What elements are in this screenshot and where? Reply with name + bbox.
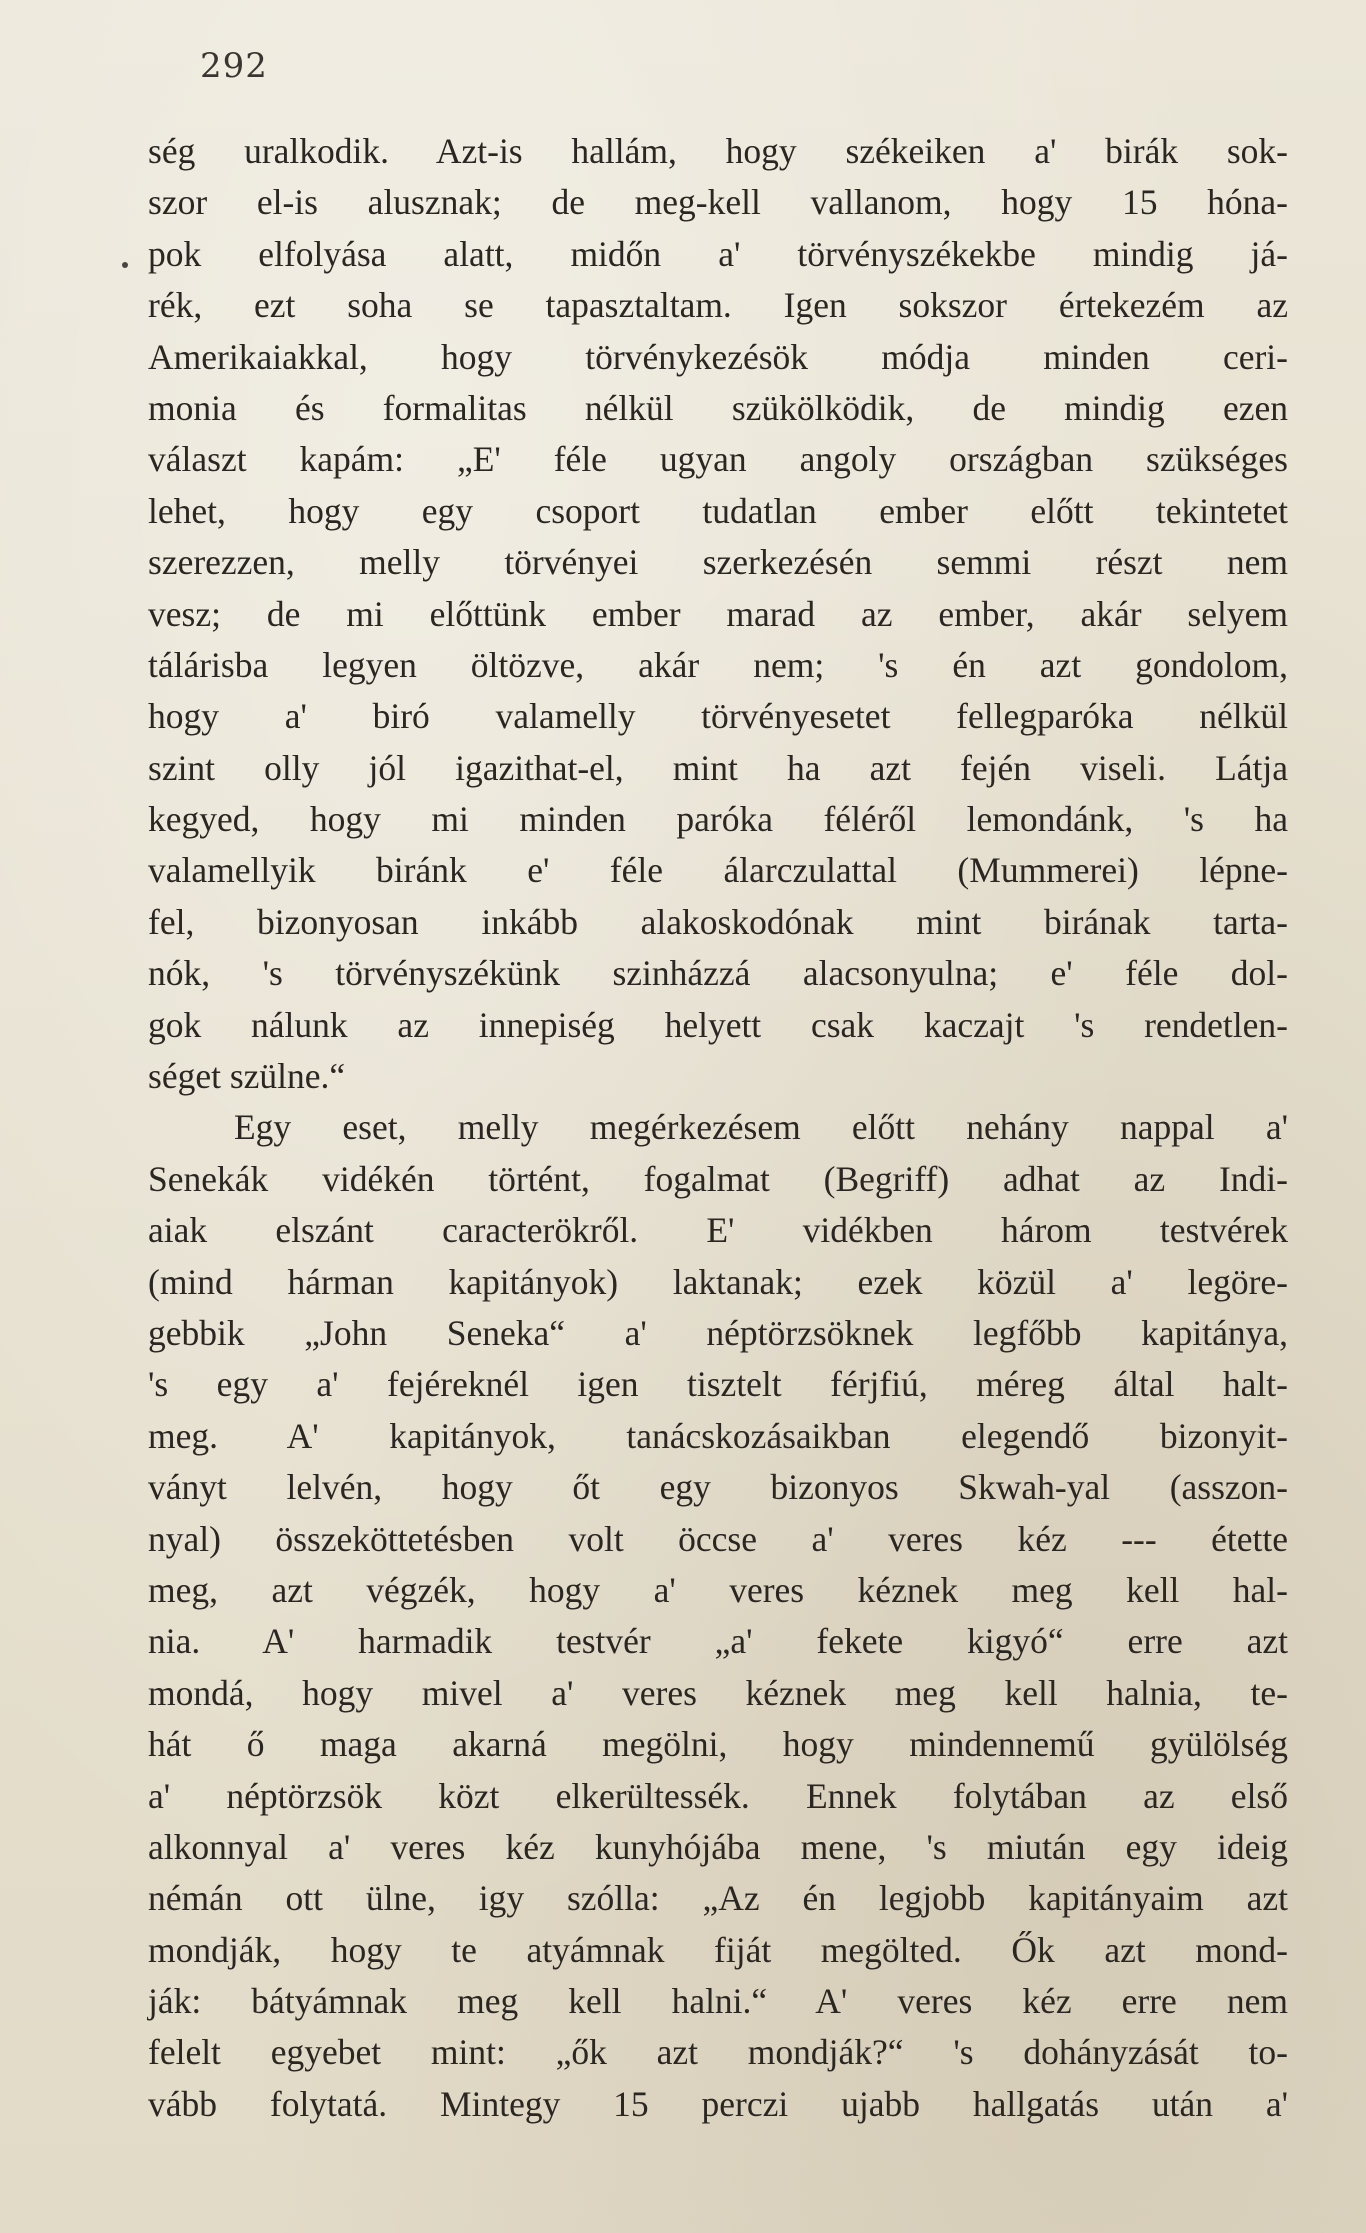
text-line: szerezzen, melly törvényei szerkezésén semmi részt nem [148, 542, 1288, 583]
text-line: hát ő maga akarná megölni, hogy mindennemű gyülölség [148, 1724, 1288, 1765]
text-line: rék, ezt soha se tapasztaltam. Igen sokszor értekezém az [148, 285, 1288, 326]
text-line: lehet, hogy egy csoport tudatlan ember előtt tekintetet [148, 490, 1288, 531]
text-line: mondják, hogy te atyámnak fiját megölted. Ők azt mond- [148, 1929, 1288, 1970]
text-line: monia és formalitas nélkül szükölködik, de mindig ezen [148, 387, 1288, 428]
page-number: 292 [200, 46, 268, 86]
text-line: szor el-is alusznak; de meg-kell vallanom, hogy 15 hóna- [148, 182, 1288, 223]
text-line: vesz; de mi előttünk ember marad az ember, akár selyem [148, 593, 1288, 634]
text-line: kegyed, hogy mi minden paróka féléről lemondánk, 's ha [148, 799, 1288, 840]
text-line: ják: bátyámnak meg kell halni.“ A' veres kéz erre nem [148, 1981, 1288, 2022]
text-line: a' néptörzsök közt elkerültessék. Ennek folytában az első [148, 1775, 1288, 1816]
text-line: 's egy a' fejéreknél igen tisztelt férjfiú, méreg által halt- [148, 1364, 1288, 1405]
text-line: vább folytatá. Mintegy 15 perczi ujabb hallgatás után a' [148, 2083, 1288, 2124]
text-line: Senekák vidékén történt, fogalmat (Begriff) adhat az Indi- [148, 1158, 1288, 1199]
text-line: nyal) összeköttetésben volt öccse a' veres kéz --- étette [148, 1518, 1288, 1559]
text-line: választ kapám: „E' féle ugyan angoly országban szükséges [148, 439, 1288, 480]
text-line: felelt egyebet mint: „ők azt mondják?“ 's dohányzását to- [148, 2032, 1288, 2073]
text-line: hogy a' biró valamelly törvényesetet fellegparóka nélkül [148, 696, 1288, 737]
paragraph-start-line: Egy eset, melly megérkezésem előtt nehány nappal a' [234, 1107, 1288, 1148]
margin-mark [122, 262, 128, 268]
paragraph-end-line: séget szülne.“ [148, 1056, 346, 1097]
text-line: némán ott ülne, igy szólla: „Az én legjobb kapitányaim azt [148, 1878, 1288, 1919]
text-line: gok nálunk az innepiség helyett csak kaczajt 's rendetlen- [148, 1004, 1288, 1045]
text-line: ványt lelvén, hogy őt egy bizonyos Skwah-yal (asszon- [148, 1467, 1288, 1508]
text-line: Amerikaiakkal, hogy törvénykezésök módja minden ceri- [148, 336, 1288, 377]
text-line: valamellyik biránk e' féle álarczulattal (Mummerei) lépne- [148, 850, 1288, 891]
text-line: meg. A' kapitányok, tanácskozásaikban elegendő bizonyit- [148, 1415, 1288, 1456]
text-line: ség uralkodik. Azt-is hallám, hogy székeiken a' birák sok- [148, 131, 1288, 171]
text-line: alkonnyal a' veres kéz kunyhójába mene, 's miután egy ideig [148, 1826, 1288, 1867]
text-line: (mind hárman kapitányok) laktanak; ezek közül a' legöre- [148, 1261, 1288, 1302]
text-line: meg, azt végzék, hogy a' veres kéznek meg kell hal- [148, 1569, 1288, 1610]
text-line: aiak elszánt caracterökről. E' vidékben három testvérek [148, 1210, 1288, 1251]
text-line: pok elfolyása alatt, midőn a' törvényszékekbe mindig já- [148, 233, 1288, 274]
text-line: gebbik „John Seneka“ a' néptörzsöknek legfőbb kapitánya, [148, 1312, 1288, 1353]
text-line: szint olly jól igazithat-el, mint ha azt fején viseli. Látja [148, 747, 1288, 788]
text-line: mondá, hogy mivel a' veres kéznek meg kell halnia, te- [148, 1672, 1288, 1713]
body-text [148, 126, 1288, 2130]
text-line: tálárisba legyen öltözve, akár nem; 's én azt gondolom, [148, 644, 1288, 685]
text-line: nók, 's törvényszékünk szinházzá alacsonyulna; e' féle dol- [148, 953, 1288, 994]
text-line: fel, bizonyosan inkább alakoskodónak mint birának tarta- [148, 901, 1288, 942]
text-line: nia. A' harmadik testvér „a' fekete kigyó“ erre azt [148, 1621, 1288, 1662]
